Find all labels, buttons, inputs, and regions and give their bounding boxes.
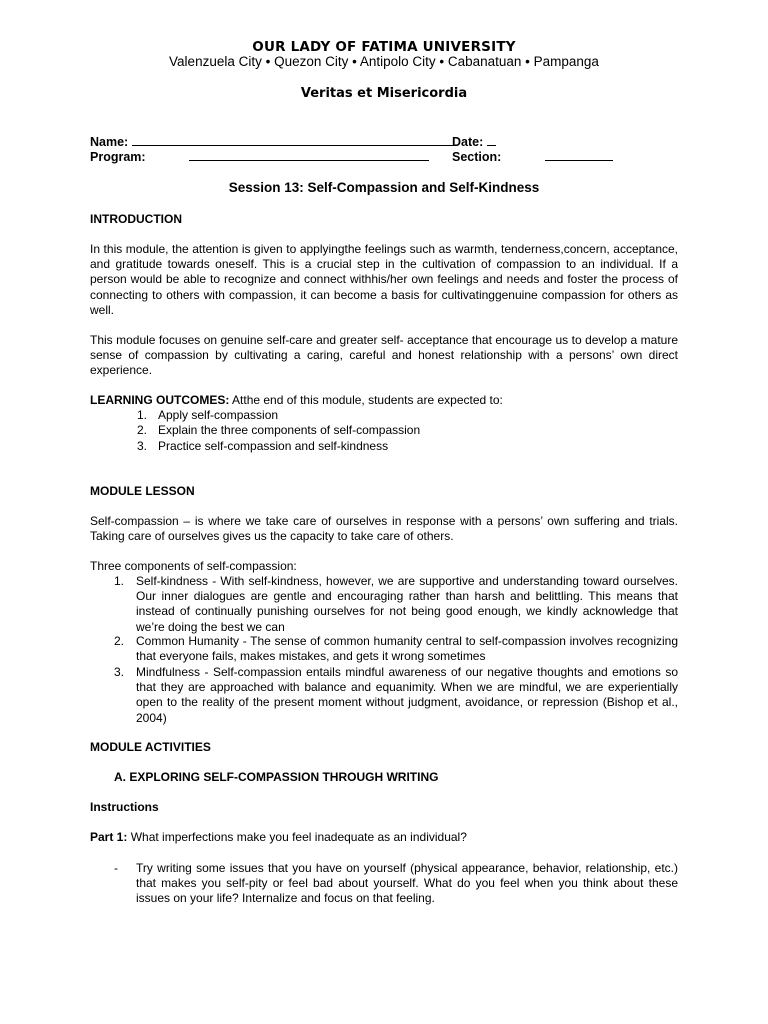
program-field[interactable] (90, 148, 429, 164)
part-1-prompt (90, 830, 678, 845)
bullet-marker: - (114, 861, 118, 875)
name-blank[interactable] (132, 133, 455, 146)
learning-outcomes-label: LEARNING OUTCOMES: (90, 393, 230, 407)
module-activities-heading: MODULE ACTIVITIES (90, 740, 211, 754)
introduction-paragraph-2: This module focuses on genuine self-care and greater self- acceptance that encourage us to develop a mature sense of compassion by cultivating a caring, careful and honest relationship with a persons’ own direct experience. (90, 333, 678, 378)
component-common-humanity: Common Humanity - The sense of common humanity central to self-compassion involves recognizing that everyone fails, makes mistakes, and gets it wrong sometimes (136, 634, 678, 664)
part-1-instruction: Try writing some issues that you have on yourself (physical appearance, behavior, relationship, etc.) that makes you self-pity or feel bad about yourself. What do you feel when you think about these issues on your life? Internalize and focus on that feeling. (136, 861, 678, 906)
date-label: Date: (452, 135, 484, 149)
outcome-item: Apply self-compassion (158, 408, 279, 422)
date-field[interactable] (452, 133, 496, 149)
section-blank[interactable] (545, 148, 613, 161)
instructions-heading: Instructions (90, 800, 159, 814)
date-blank[interactable] (487, 133, 496, 146)
introduction-heading: INTRODUCTION (90, 212, 182, 226)
outcome-item: Explain the three components of self-compassion (158, 423, 421, 437)
component-mindfulness: Mindfulness - Self-compassion entails mindful awareness of our negative thoughts and emotions so that they are approached with balance and equanimity. When we are mindful, we are experientially open to the reality of the present moment without judgment, avoidance, or repression (Bishop et al., 2004) (136, 665, 678, 725)
part-1-question: What imperfections make you feel inadequate as an individual? (127, 830, 467, 844)
learning-outcomes-intro: Atthe end of this module, students are expected to: (229, 393, 503, 407)
module-lesson-heading: MODULE LESSON (90, 484, 195, 498)
activity-a-heading: A. EXPLORING SELF-COMPASSION THROUGH WRITING (114, 770, 439, 784)
university-motto: Veritas et Misericordia (300, 86, 468, 101)
section-field[interactable] (452, 148, 613, 164)
outcome-number: 2. (137, 423, 148, 437)
campus-list: Valenzuela City • Quezon City • Antipolo City • Cabanatuan • Pampanga (169, 54, 599, 69)
component-self-kindness: Self-kindness - With self-kindness, however, we are supportive and understanding toward ourselves. Our inner dialogues are gentle and encouraging rather than harsh and belittling. This means that instead of continually punishing ourselves for not being good enough, we kindly acknowledge that we’re doing the best we can (136, 574, 678, 634)
university-name: OUR LADY OF FATIMA UNIVERSITY (252, 39, 516, 55)
program-blank[interactable] (189, 148, 429, 161)
session-title: Session 13: Self-Compassion and Self-Kindness (228, 180, 540, 195)
self-compassion-definition: Self-compassion – is where we take care of ourselves in response with a persons’ own suffering and trials. Taking care of ourselves gives us the capacity to take care of others. (90, 514, 678, 544)
outcome-item: Practice self-compassion and self-kindness (158, 439, 389, 453)
name-field[interactable] (90, 133, 455, 149)
name-label: Name: (90, 135, 129, 149)
component-number: 1. (114, 574, 125, 588)
component-number: 3. (114, 665, 125, 679)
learning-outcomes (90, 393, 678, 408)
component-number: 2. (114, 634, 125, 648)
introduction-paragraph-1: In this module, the attention is given to applyingthe feelings such as warmth, tenderness,concern, acceptance, and gratitude towards oneself. This is a crucial step in the cultivation of compassion to an individual. If a person would be able to recognize and connect withhis/her own feelings and needs and foster the process of connecting to others with compassion, it can become a basis for cultivatinggenuine compassion for others as well. (90, 242, 678, 317)
outcome-number: 3. (137, 439, 148, 453)
part-1-label: Part 1: (90, 830, 128, 844)
program-label: Program: (90, 150, 146, 164)
components-intro: Three components of self-compassion: (90, 559, 297, 573)
outcome-number: 1. (137, 408, 148, 422)
section-label: Section: (452, 150, 502, 164)
